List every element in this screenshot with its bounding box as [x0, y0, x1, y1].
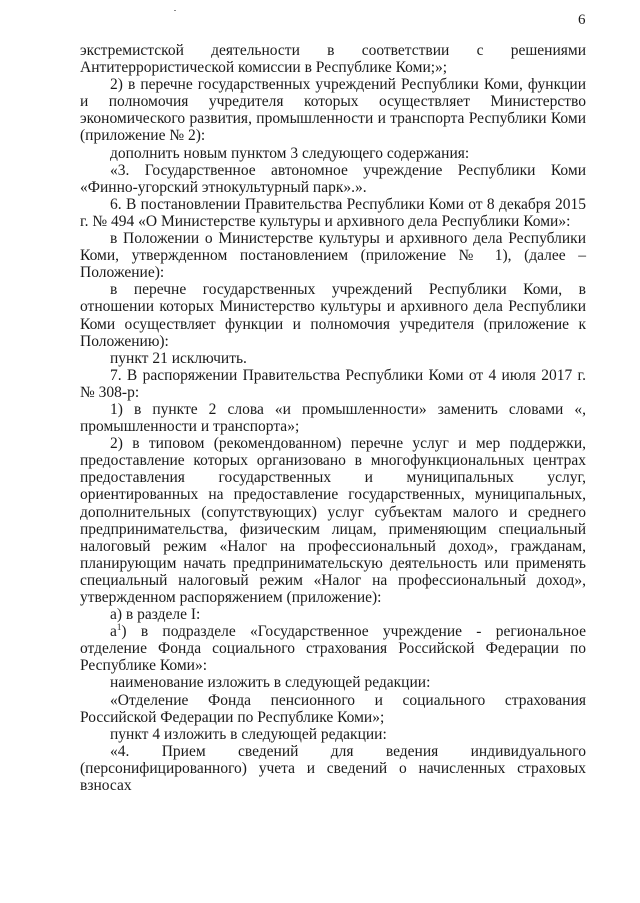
paragraph-group-1	[80, 42, 586, 623]
paragraph: в перечне государственных учреждений Республики Коми, в отношении которых Министерство культуры и архивного дела Республики Коми осуществляет функции и полномочия учредителя (приложение к Положению):	[80, 281, 586, 350]
paragraph-a1-prefix: а	[110, 623, 117, 641]
paragraph: а) в разделе I:	[110, 606, 201, 624]
paragraph-group-2	[80, 674, 586, 794]
page-number: 6	[578, 12, 586, 28]
scan-speck	[174, 10, 176, 11]
paragraph: пункт 21 исключить.	[110, 349, 247, 367]
paragraph: 1) в пункте 2 слова «и промышленности» заменить словами «, промышленности и транспорта»;	[80, 400, 586, 436]
paragraph: «4. Прием сведений для ведения индивидуального (персонифицированного) учета и сведений о начисленных страховых взносах	[80, 742, 586, 795]
paragraph: экстремистской деятельности в соответствии с решениями Антитеррористической комиссии в Республике Коми;»;	[80, 42, 586, 77]
paragraph: в Положении о Министерстве культуры и архивного дела Республики Коми, утвержденном постановлением (приложение № 1), (далее – Положение):	[80, 230, 586, 282]
superscript-index: 1	[116, 622, 122, 633]
paragraph: «Отделение Фонда пенсионного и социального страхования Российской Федерации по Республике Коми»;	[80, 691, 586, 726]
paragraph: 6. В постановлении Правительства Республики Коми от 8 декабря 2015 г. № 494 «О Министерстве культуры и архивного дела Республики Коми»:	[80, 195, 586, 230]
paragraph: пункт 4 изложить в следующей редакции:	[110, 725, 387, 743]
document-body	[80, 42, 586, 794]
paragraph: 2) в типовом (рекомендованном) перечне услуг и мер поддержки, предоставление которых организовано в многофункциональных центрах предоставления государственных и муниципальных услуг, ориентированных на предоставление государственных, муниципальных, дополнительных (сопутствующих) услуг субъектам малого и среднего предпринимательства, физическим лицам, применяющим специальный налоговый режим «Налог на профессиональный доход», гражданам, планирующим начать предпринимательскую деятельность или применять специальный налоговый режим «Налог на профессиональный доход», утвержденном распоряжением (приложение):	[80, 435, 586, 606]
paragraph: дополнить новым пунктом 3 следующего содержания:	[110, 144, 470, 162]
paragraph: «3. Государственное автономное учреждение Республики Коми «Финно-угорский этнокультурный парк».».	[80, 161, 586, 196]
paragraph-a1-text: ) в подразделе «Государственное учреждение - региональное отделение Фонда социального страхования Российской Федерации по Республике Коми»:	[80, 623, 586, 675]
paragraph: 2) в перечне государственных учреждений Республики Коми, функции и полномочия учредителя которых осуществляет Министерство экономического развития, промышленности и транспорта Республики Коми (приложение № 2):	[80, 76, 586, 145]
paragraph: 7. В распоряжении Правительства Республики Коми от 4 июля 2017 г. № 308-р:	[80, 366, 586, 401]
paragraph-subsection-a1	[80, 623, 586, 674]
paragraph: наименование изложить в следующей редакции:	[110, 674, 431, 692]
